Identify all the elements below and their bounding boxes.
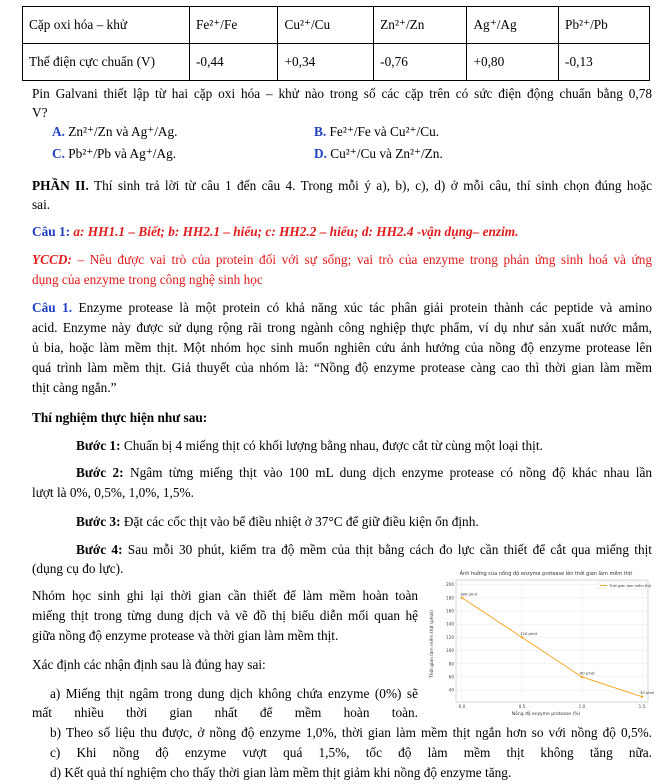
y-tick-label: 140	[446, 621, 454, 627]
y-axis-label: Thời gian làm mềm thịt (phút)	[430, 610, 435, 678]
y-tick-label: 80	[448, 661, 454, 667]
record-line: miếng thịt trong từng dung dịch và vẽ đồ thị biểu diễn mối quan hệ	[32, 608, 418, 623]
table-cell: -0,76	[374, 44, 467, 81]
option-b[interactable]	[314, 124, 439, 140]
option-d[interactable]	[314, 146, 443, 162]
data-point	[461, 597, 463, 599]
y-tick-label: 160	[446, 608, 454, 614]
option-label: D.	[314, 146, 327, 161]
x-tick-label: 1.0	[578, 704, 586, 709]
determine-text: Xác định các nhận định sau là đúng hay sai:	[32, 657, 266, 672]
potential-table	[22, 6, 650, 81]
step-4-cont: (dụng cụ đo lực).	[32, 561, 124, 576]
y-tick-label: 180	[446, 595, 454, 601]
paragraph-text: Enzyme protease là một protein có khả năng xúc tác phân giải protein thành các peptide và amino	[72, 300, 652, 315]
series-line	[462, 598, 642, 697]
option-text: Pb²⁺/Pb và Ag⁺/Ag.	[68, 146, 177, 161]
chart-svg	[424, 568, 654, 718]
question-text: V?	[32, 105, 48, 120]
question-objectives	[32, 222, 652, 241]
x-tick-label: 0.0	[458, 704, 466, 709]
statement-c: c) Khi nồng độ enzyme vượt quá 1,5%, tốc độ làm mềm thịt không tăng nữa.	[50, 745, 652, 760]
part-text: Thí sinh trả lời từ câu 1 đến câu 4. Trong mỗi ý a), b), c), d) ở mỗi câu, thí sinh chọn đúng hoặc	[88, 178, 652, 193]
step-text: Chuẩn bị 4 miếng thịt có khối lượng bằng nhau, được cắt từ cùng một loại thịt.	[120, 438, 543, 453]
statement-a: a) Miếng thịt ngâm trong dung dịch không chứa enzyme (0%) sẽ	[50, 686, 418, 701]
legend-label: Thời gian làm mềm thịt	[609, 584, 652, 588]
x-tick-label: 0.5	[518, 704, 526, 709]
question-text: Pin Galvani thiết lập từ hai cặp oxi hóa – khử nào trong số các cặp trên có sức điện động chuẩn bằng 0,78	[32, 86, 652, 101]
part-instruction	[32, 176, 652, 195]
step-1	[76, 436, 652, 455]
option-label: A.	[52, 124, 65, 139]
x-tick-label: 1.5	[638, 704, 646, 709]
table-cell: +0,80	[467, 44, 559, 81]
step-text: Ngâm từng miếng thịt vào 100 mL dung dịch enzyme protease có nồng độ khác nhau lần	[123, 465, 652, 480]
step-label: Bước 4:	[76, 542, 123, 557]
step-text: Sau mỗi 30 phút, kiểm tra độ mềm của thịt bằng cách đo lực cần thiết để cắt qua miếng thịt	[122, 542, 653, 557]
table-row	[23, 7, 650, 44]
requirements-line: dụng của enzyme trong công nghệ sinh học	[32, 272, 263, 287]
option-text: Zn²⁺/Zn và Ag⁺/Ag.	[68, 124, 178, 139]
statement-b: b) Theo số liệu thu được, ở nồng độ enzyme 1,0%, thời gian làm mềm thịt ngắn hơn so với nồng độ 0,5%.	[50, 725, 652, 740]
table-cell: Pb²⁺/Pb	[559, 7, 650, 44]
table-cell: -0,44	[190, 44, 278, 81]
part-text: sai.	[32, 197, 51, 212]
paragraph-line: quá trình làm mềm thịt. Giả thuyết của nhóm là: “Nồng độ enzyme protease càng cao thì thời gian làm mềm	[32, 360, 652, 375]
table-cell: Cu²⁺/Cu	[278, 7, 374, 44]
step-label: Bước 1:	[76, 438, 121, 453]
data-label: 120 phút	[520, 630, 538, 636]
table-cell: Cặp oxi hóa – khử	[23, 7, 190, 44]
data-label: 180 phút	[460, 591, 478, 597]
objectives-text: a: HH1.1 – Biết; b: HH2.1 – hiểu; c: HH2.2 – hiểu; d: HH2.4 -vận dụng– enzim.	[70, 224, 519, 239]
record-line: giữa nồng độ enzyme protease và thời gian làm mềm thịt.	[32, 628, 339, 643]
y-tick-label: 120	[446, 634, 454, 640]
option-text: Cu²⁺/Cu và Zn²⁺/Zn.	[330, 146, 443, 161]
data-label: 30 phút	[640, 690, 654, 696]
enzyme-chart	[424, 568, 654, 718]
step-2	[76, 463, 652, 482]
paragraph-line: thịt càng ngắn.”	[32, 380, 117, 395]
chart-title: Ảnh hưởng của nồng độ enzyme protease lên thời gian làm mềm thịt	[459, 571, 633, 577]
statement-a-cont: mất nhiều thời gian nhất để mềm hoàn toàn.	[32, 705, 418, 720]
requirements-text: YCCD: – Nêu được vai trò của protein đối với sự sống; vai trò của enzyme trong phản ứng sinh hoá và ứng	[32, 252, 652, 267]
step-3	[76, 512, 652, 531]
statement-d: d) Kết quả thí nghiệm cho thấy thời gian làm mềm thịt giảm khi nồng độ enzyme tăng.	[50, 765, 512, 780]
step-label: Bước 3:	[76, 514, 121, 529]
requirements-line: – Nêu được vai trò của protein đối với sự sống; vai trò của enzyme trong phản ứng sinh hoá và ứng	[71, 252, 652, 267]
record-line: Nhóm học sinh ghi lại thời gian cần thiết để làm mềm hoàn toàn	[32, 588, 418, 603]
table-row	[23, 44, 650, 81]
step-2-cont: lượt là 0%, 0,5%, 1,0%, 1,5%.	[32, 485, 194, 500]
step-label: Bước 2:	[76, 465, 124, 480]
part-title: PHẦN II.	[32, 178, 89, 193]
y-tick-label: 200	[446, 582, 454, 588]
step-text: Đặt các cốc thịt vào bể điều nhiệt ở 37°C để giữ điều kiện ổn định.	[120, 514, 479, 529]
table-cell: Thế điện cực chuẩn (V)	[23, 44, 190, 81]
option-c[interactable]	[52, 146, 176, 162]
table-cell: +0,34	[278, 44, 374, 81]
step-4	[76, 540, 652, 559]
experiment-heading: Thí nghiệm thực hiện như sau:	[32, 410, 208, 425]
data-point	[641, 696, 643, 698]
table-cell: Zn²⁺/Zn	[374, 7, 467, 44]
y-tick-label: 40	[448, 687, 454, 693]
data-label: 60 phút	[580, 670, 595, 676]
paragraph-line: ủ bia, hoặc làm mềm thịt. Một nhóm học sinh muốn nghiên cứu ảnh hưởng của nồng độ enzyme protease lên	[32, 340, 652, 355]
option-a[interactable]	[52, 124, 178, 140]
data-point	[581, 676, 583, 678]
y-tick-label: 60	[448, 674, 454, 680]
table-cell: Ag⁺/Ag	[467, 7, 559, 44]
table-cell: -0,13	[559, 44, 650, 81]
question-label: Câu 1.	[32, 300, 73, 315]
data-point	[521, 636, 523, 638]
option-text: Fe²⁺/Fe và Cu²⁺/Cu.	[329, 124, 440, 139]
x-axis-label: Nồng độ enzyme protease (%)	[511, 712, 581, 717]
paragraph-line: acid. Enzyme này được sử dụng rộng rãi trong ngành công nghiệp thực phẩm, ví dụ như sản xuất nước mắm,	[32, 320, 652, 335]
option-label: C.	[52, 146, 65, 161]
plot-frame	[456, 580, 648, 702]
paragraph-line	[32, 298, 652, 317]
option-label: B.	[314, 124, 327, 139]
y-tick-label: 100	[446, 648, 454, 654]
question-label: Câu 1:	[32, 224, 71, 239]
table-cell: Fe²⁺/Fe	[190, 7, 278, 44]
